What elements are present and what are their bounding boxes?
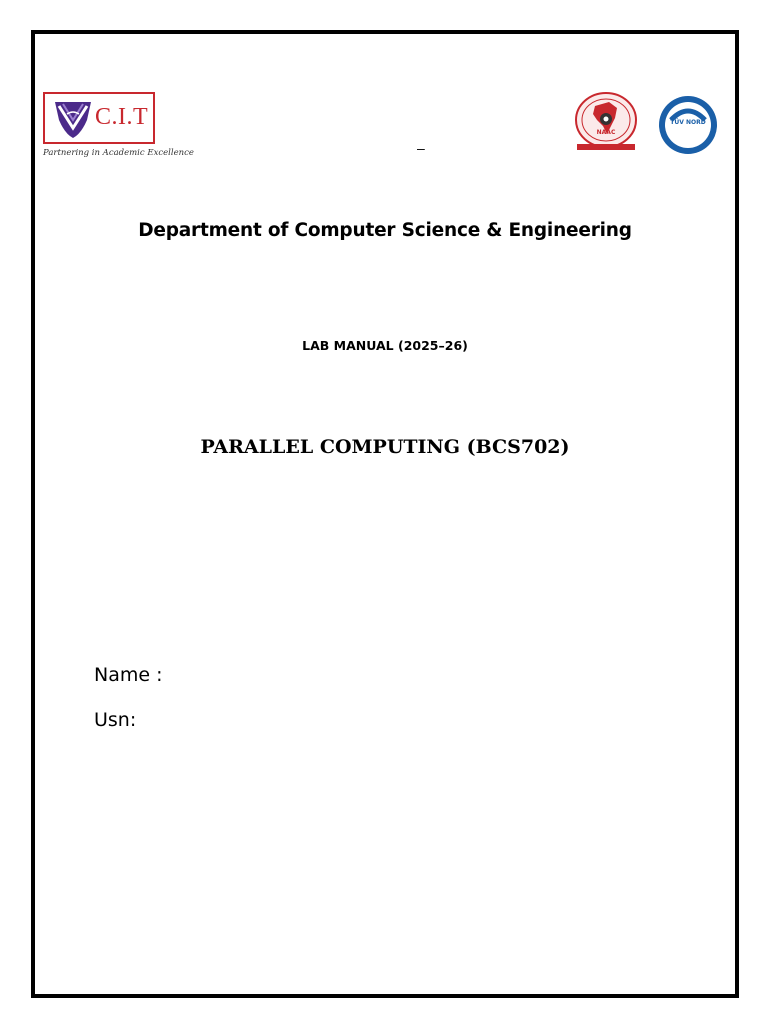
cit-logo bbox=[43, 92, 194, 162]
naac-seal-label: NAAC bbox=[596, 129, 616, 136]
cit-tagline: Partnering in Academic Excellence bbox=[43, 148, 194, 158]
iso-brand-text: TÜV NORD bbox=[670, 119, 706, 126]
separator-mark: – bbox=[417, 140, 425, 156]
lab-manual-label: LAB MANUAL (2025–26) bbox=[302, 338, 468, 353]
iso-standard-text: ISO 9001 bbox=[676, 140, 700, 146]
naac-seal-icon bbox=[571, 92, 641, 154]
department-title: Department of Computer Science & Engineering bbox=[138, 220, 632, 241]
name-field-label: Name : bbox=[94, 664, 163, 686]
cit-shield-icon bbox=[53, 98, 93, 140]
page-border bbox=[31, 30, 739, 998]
cit-logo-frame bbox=[43, 92, 155, 144]
usn-field-label: Usn: bbox=[94, 709, 137, 731]
cit-logo-text: C.I.T bbox=[95, 104, 149, 130]
course-title: PARALLEL COMPUTING (BCS702) bbox=[200, 436, 570, 458]
iso-seal-icon bbox=[657, 94, 719, 156]
